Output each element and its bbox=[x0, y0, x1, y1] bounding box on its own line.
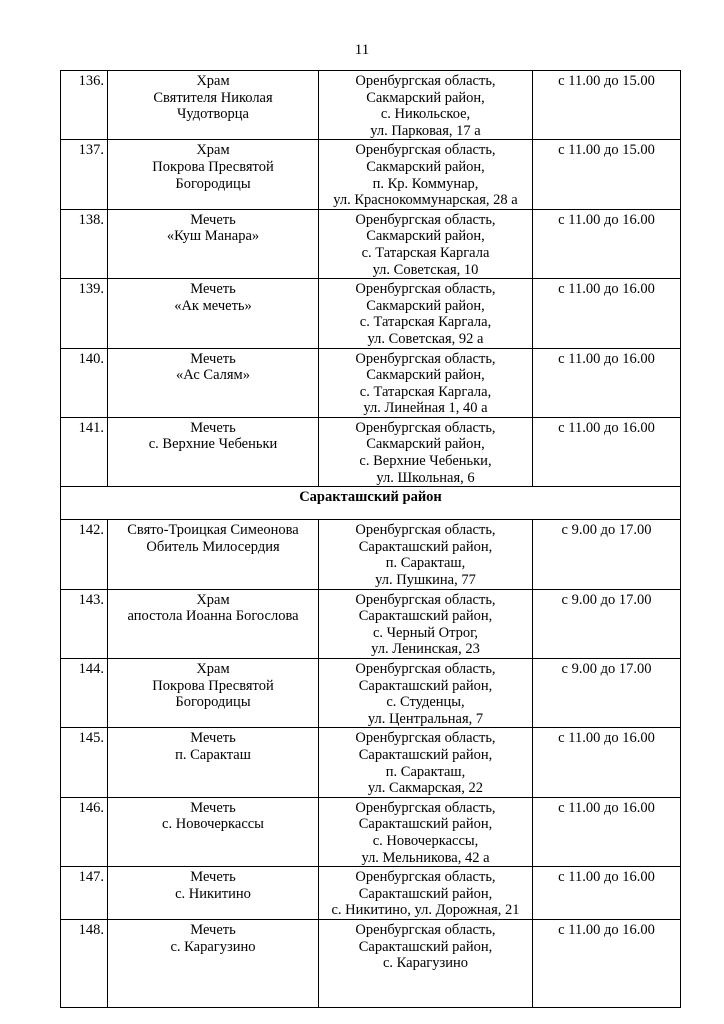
address-line: с. Татарская Каргала, bbox=[359, 383, 492, 400]
address-line: Сакмарский район, bbox=[366, 158, 485, 175]
address-line: Сакмарский район, bbox=[366, 297, 485, 314]
address-line: п. Кр. Коммунар, bbox=[372, 175, 479, 192]
address-line: с. Татарская Каргала bbox=[361, 244, 490, 261]
opening-hours: с 11.00 до 16.00 bbox=[533, 279, 681, 348]
address-line: Сакмарский район, bbox=[366, 436, 485, 453]
address-cell bbox=[319, 659, 533, 728]
address-line: Саракташский район, bbox=[358, 885, 493, 902]
address-line: Оренбургская область, bbox=[355, 799, 496, 816]
address-line: Саракташский район, bbox=[358, 608, 493, 625]
address-line: с. Татарская Каргала, bbox=[359, 314, 492, 331]
address-line: п. Саракташ, bbox=[385, 763, 466, 780]
address-line: Саракташский район, bbox=[358, 538, 493, 555]
address-line: Оренбургская область, bbox=[355, 281, 496, 298]
address-cell bbox=[319, 589, 533, 658]
row-number: 145. bbox=[61, 728, 108, 797]
address-line: Оренбургская область, bbox=[355, 869, 496, 886]
address-line: Саракташский район, bbox=[358, 677, 493, 694]
place-name-line: с. Новочеркассы bbox=[162, 816, 264, 833]
address-line: с. Карагузино bbox=[383, 955, 468, 972]
place-name-line: Мечеть bbox=[190, 799, 236, 816]
opening-hours: с 11.00 до 16.00 bbox=[533, 797, 681, 866]
address-line: Саракташский район, bbox=[358, 816, 493, 833]
place-name-line: с. Карагузино bbox=[170, 938, 256, 955]
row-number: 136. bbox=[61, 71, 108, 140]
opening-hours: с 11.00 до 16.00 bbox=[533, 209, 681, 278]
place-name-line: Мечеть bbox=[190, 211, 236, 228]
place-name-line: Свято-Троицкая Симеонова bbox=[127, 522, 299, 539]
address-cell bbox=[319, 140, 533, 209]
address-line: с. Никитино, ул. Дорожная, 21 bbox=[331, 902, 520, 919]
address-line: Оренбургская область, bbox=[355, 419, 496, 436]
place-name-cell bbox=[108, 589, 319, 658]
table-row bbox=[61, 417, 681, 486]
row-number: 139. bbox=[61, 279, 108, 348]
place-name-line: Богородицы bbox=[175, 694, 251, 711]
address-line: ул. Линейная 1, 40 а bbox=[363, 400, 488, 417]
table-row bbox=[61, 279, 681, 348]
address-line: ул. Краснокоммунарская, 28 а bbox=[333, 192, 518, 209]
opening-hours: с 11.00 до 16.00 bbox=[533, 348, 681, 417]
place-name-line: «Ас Салям» bbox=[176, 367, 250, 384]
places-table bbox=[60, 70, 681, 1008]
address-line: Сакмарский район, bbox=[366, 228, 485, 245]
address-cell bbox=[319, 279, 533, 348]
opening-hours: с 9.00 до 17.00 bbox=[533, 659, 681, 728]
address-line: Оренбургская область, bbox=[355, 142, 496, 159]
address-cell bbox=[319, 209, 533, 278]
row-number: 140. bbox=[61, 348, 108, 417]
address-cell bbox=[319, 520, 533, 589]
section-title: Саракташский район bbox=[61, 487, 681, 520]
table-row bbox=[61, 728, 681, 797]
table-row bbox=[61, 209, 681, 278]
place-name-line: Обитель Милосердия bbox=[146, 538, 280, 555]
table-row bbox=[61, 348, 681, 417]
opening-hours: с 11.00 до 16.00 bbox=[533, 867, 681, 920]
row-number: 147. bbox=[61, 867, 108, 920]
place-name-line: Мечеть bbox=[190, 419, 236, 436]
opening-hours: с 11.00 до 15.00 bbox=[533, 71, 681, 140]
address-line: Оренбургская область, bbox=[355, 73, 496, 89]
address-line: Сакмарский район, bbox=[366, 89, 485, 106]
address-line: с. Студенцы, bbox=[386, 694, 465, 711]
page-number: 11 bbox=[354, 42, 370, 58]
opening-hours: с 11.00 до 16.00 bbox=[533, 919, 681, 1007]
place-name-line: «Куш Манара» bbox=[166, 228, 260, 245]
address-line: ул. Ленинская, 23 bbox=[371, 641, 480, 658]
address-cell bbox=[319, 417, 533, 486]
address-line: Саракташский район, bbox=[358, 746, 493, 763]
place-name-line: Мечеть bbox=[190, 350, 236, 367]
row-number: 144. bbox=[61, 659, 108, 728]
table-row bbox=[61, 797, 681, 866]
table-row bbox=[61, 71, 681, 140]
address-cell bbox=[319, 867, 533, 920]
place-name-line: Мечеть bbox=[190, 869, 236, 886]
place-name-line: с. Никитино bbox=[175, 885, 251, 902]
address-line: Оренбургская область, bbox=[355, 211, 496, 228]
address-cell bbox=[319, 919, 533, 1007]
row-number: 137. bbox=[61, 140, 108, 209]
section-header-row bbox=[61, 487, 681, 520]
address-line: Оренбургская область, bbox=[355, 661, 496, 677]
places-table-body bbox=[61, 71, 681, 1008]
place-name-line: Храм bbox=[196, 591, 230, 608]
place-name-cell bbox=[108, 867, 319, 920]
place-name-cell bbox=[108, 728, 319, 797]
place-name-cell bbox=[108, 209, 319, 278]
place-name-line: Покрова Пресвятой bbox=[152, 158, 274, 175]
place-name-line: Святителя Николая bbox=[153, 89, 273, 106]
address-line: ул. Мельникова, 42 а bbox=[361, 849, 490, 866]
place-name-line: Богородицы bbox=[175, 175, 251, 192]
address-line: Саракташский район, bbox=[358, 938, 493, 955]
address-cell bbox=[319, 797, 533, 866]
opening-hours: с 11.00 до 15.00 bbox=[533, 140, 681, 209]
opening-hours: с 11.00 до 16.00 bbox=[533, 417, 681, 486]
address-line: Оренбургская область, bbox=[355, 921, 496, 938]
opening-hours: с 9.00 до 17.00 bbox=[533, 520, 681, 589]
row-number: 142. bbox=[61, 520, 108, 589]
place-name-line: Храм bbox=[196, 142, 230, 159]
place-name-line: Покрова Пресвятой bbox=[152, 677, 274, 694]
place-name-cell bbox=[108, 417, 319, 486]
address-line: с. Никольское, bbox=[380, 106, 471, 123]
address-line: ул. Сакмарская, 22 bbox=[367, 780, 484, 797]
address-line: ул. Пушкина, 77 bbox=[375, 572, 476, 589]
place-name-cell bbox=[108, 279, 319, 348]
row-number: 146. bbox=[61, 797, 108, 866]
table-row bbox=[61, 589, 681, 658]
place-name-line: с. Верхние Чебеньки bbox=[148, 436, 278, 453]
address-line: Оренбургская область, bbox=[355, 591, 496, 608]
address-line: с. Черный Отрог, bbox=[372, 624, 479, 641]
opening-hours: с 11.00 до 16.00 bbox=[533, 728, 681, 797]
table-row bbox=[61, 659, 681, 728]
address-line: ул. Школьная, 6 bbox=[376, 469, 475, 486]
address-line: ул. Парковая, 17 а bbox=[370, 122, 481, 139]
table-row bbox=[61, 867, 681, 920]
address-line: Оренбургская область, bbox=[355, 350, 496, 367]
place-name-cell bbox=[108, 71, 319, 140]
table-row bbox=[61, 140, 681, 209]
address-cell bbox=[319, 348, 533, 417]
place-name-line: Мечеть bbox=[190, 281, 236, 298]
address-line: с. Новочеркассы, bbox=[372, 832, 479, 849]
row-number: 138. bbox=[61, 209, 108, 278]
address-line: Оренбургская область, bbox=[355, 522, 496, 539]
address-cell bbox=[319, 71, 533, 140]
address-line: ул. Центральная, 7 bbox=[367, 710, 484, 727]
place-name-cell bbox=[108, 659, 319, 728]
address-line: ул. Советская, 92 а bbox=[367, 330, 484, 347]
address-line: Сакмарский район, bbox=[366, 367, 485, 384]
place-name-line: апостола Иоанна Богослова bbox=[127, 608, 299, 625]
table-row bbox=[61, 919, 681, 1007]
opening-hours: с 9.00 до 17.00 bbox=[533, 589, 681, 658]
place-name-line: п. Саракташ bbox=[175, 746, 251, 763]
place-name-line: Чудотворца bbox=[177, 106, 249, 123]
place-name-line: Мечеть bbox=[190, 921, 236, 938]
place-name-line: Храм bbox=[196, 73, 230, 89]
place-name-cell bbox=[108, 919, 319, 1007]
row-number: 141. bbox=[61, 417, 108, 486]
table-row bbox=[61, 520, 681, 589]
place-name-cell bbox=[108, 140, 319, 209]
address-line: ул. Советская, 10 bbox=[372, 261, 479, 278]
address-line: п. Саракташ, bbox=[385, 555, 466, 572]
place-name-line: Храм bbox=[196, 661, 230, 677]
place-name-line: «Ак мечеть» bbox=[174, 297, 252, 314]
place-name-line: Мечеть bbox=[190, 730, 236, 747]
address-line: с. Верхние Чебеньки, bbox=[359, 453, 492, 470]
place-name-cell bbox=[108, 797, 319, 866]
row-number: 143. bbox=[61, 589, 108, 658]
place-name-cell bbox=[108, 348, 319, 417]
place-name-cell bbox=[108, 520, 319, 589]
address-line: Оренбургская область, bbox=[355, 730, 496, 747]
address-cell bbox=[319, 728, 533, 797]
row-number: 148. bbox=[61, 919, 108, 1007]
